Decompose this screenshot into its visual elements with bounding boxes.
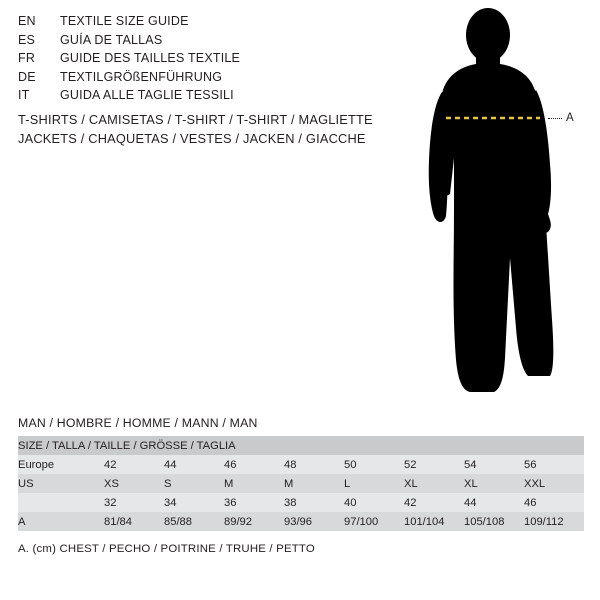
cell: 34 [164,496,177,509]
measure-leader-dots [548,118,562,120]
cell: 85/88 [164,515,192,528]
cell: XL [404,477,418,490]
table-header-row [18,436,584,455]
cell: 93/96 [284,515,312,528]
cell: 54 [464,458,477,471]
cell: 52 [404,458,417,471]
cell: 50 [344,458,357,471]
cell: 48 [284,458,297,471]
table-row [18,512,584,531]
language-row [18,33,388,52]
cell: 101/104 [404,515,445,528]
language-text: TEXTILE SIZE GUIDE [60,14,189,28]
cell: 56 [524,458,537,471]
size-table-area [18,416,584,555]
cell: 105/108 [464,515,505,528]
cell: XXL [524,477,546,490]
table-footnote: A. (cm) CHEST / PECHO / POITRINE / TRUHE / PETTO [18,543,315,555]
male-silhouette-icon [398,8,594,408]
cell: XL [464,477,478,490]
language-text: GUIDE DES TAILLES TEXTILE [60,51,241,65]
row-label: US [18,477,34,490]
table-row [18,455,584,474]
table-header-label: SIZE / TALLA / TAILLE / GRÖSSE / TAGLIA [18,439,236,452]
language-text: TEXTILGRÖßENFÜHRUNG [60,69,223,84]
language-row [18,88,388,107]
language-row [18,51,388,70]
language-row [18,14,388,33]
cell: 40 [344,496,357,509]
cell: M [224,477,234,490]
language-code: DE [18,69,36,84]
language-code: FR [18,51,36,65]
section-headings [18,110,418,148]
table-row [18,493,584,512]
cell: 89/92 [224,515,252,528]
cell: 97/100 [344,515,379,528]
row-label: Europe [18,458,55,471]
cell: 38 [284,496,297,509]
cell: M [284,477,294,490]
cell: 42 [104,458,117,471]
section-heading-jackets: JACKETS / CHAQUETAS / VESTES / JACKEN / GIACCHE [18,131,366,146]
language-code: IT [18,88,30,102]
cell: XS [104,477,119,490]
language-row [18,70,388,89]
cell: 42 [404,496,417,509]
language-text: GUÍA DE TALLAS [60,32,163,47]
cell: 32 [104,496,117,509]
table-row [18,474,584,493]
measure-label-a: A [566,112,574,124]
cell: S [164,477,172,490]
cell: L [344,477,351,490]
cell: 36 [224,496,237,509]
cell: 46 [224,458,237,471]
language-code: ES [18,32,36,47]
row-label [18,493,104,512]
size-table [18,436,584,531]
language-code: EN [18,14,36,28]
language-list [18,14,388,107]
cell: 46 [524,496,537,509]
body-figure [398,8,594,408]
cell: 81/84 [104,515,132,528]
section-heading-tshirts: T-SHIRTS / CAMISETAS / T-SHIRT / T-SHIRT / MAGLIETTE [18,112,373,127]
row-label: A [18,515,26,528]
cell: 44 [164,458,177,471]
language-text: GUIDA ALLE TAGLIE TESSILI [60,88,234,102]
cell: 109/112 [524,515,564,528]
table-title: MAN / HOMBRE / HOMME / MANN / MAN [18,416,258,430]
cell: 44 [464,496,477,509]
